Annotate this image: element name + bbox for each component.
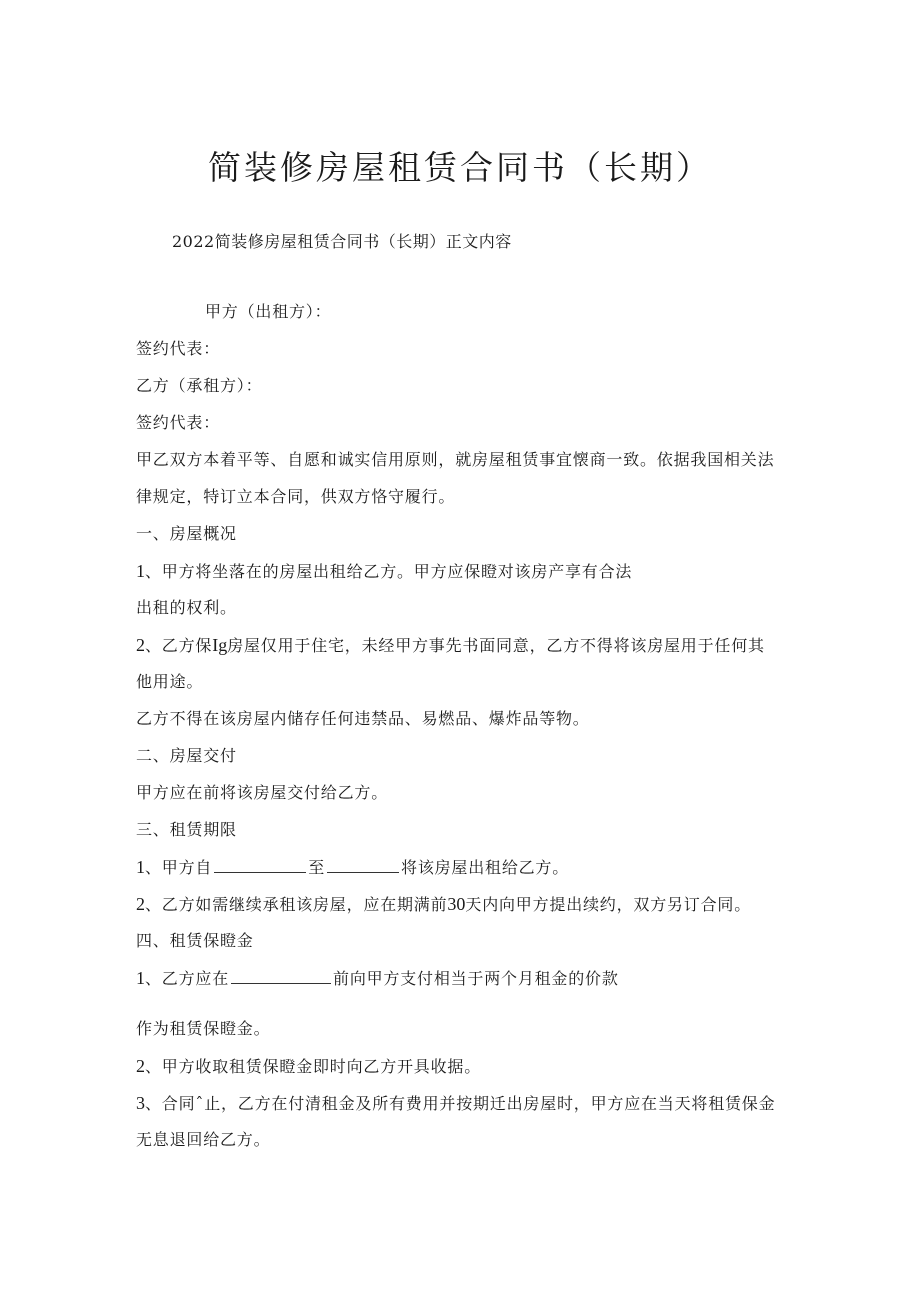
item-text-pre: 、乙方如需继续承租该房屋，应在期满前 (145, 895, 448, 914)
section-4-item-3 (136, 1091, 775, 1116)
signatory-a-label: 签约代表： (136, 339, 221, 358)
section-3-heading: 三、租赁期限 (136, 820, 237, 839)
document-title: 简装修房屋租赁合同书（长期） (208, 148, 712, 187)
item-text: 、甲方将坐落在的房屋出租给乙方。甲方应保瞪对该房产享有合法 (145, 562, 633, 581)
item-number: 2 (136, 635, 145, 655)
section-1-heading: 一、房屋概况 (136, 524, 237, 543)
preamble-line-2: 律规定，特订立本合同，供双方恪守履行。 (136, 487, 456, 506)
signatory-b-label: 签约代表： (136, 413, 221, 432)
item-number: 1 (136, 561, 145, 581)
item-text-post: 房屋仅用于住宅，未经甲方事先书面同意，乙方不得将该房屋用于任何其 (227, 636, 765, 655)
section-1-item-2-cont: 他用途。 (136, 672, 204, 691)
party-b-label: 乙方（承租方）： (136, 376, 263, 395)
item-number: 2 (136, 894, 145, 914)
item-text-mid: 至 (308, 858, 326, 877)
item-text-post: 天内向甲方提出续约，双方另订合同。 (465, 895, 752, 914)
section-3-item-1 (136, 855, 569, 880)
section-4-item-2 (136, 1054, 481, 1079)
section-4-item-1-cont: 作为租赁保瞪金。 (136, 1019, 271, 1038)
section-4-item-3-cont: 无息退回给乙方。 (136, 1130, 271, 1149)
item-text: 、甲方收取租赁保瞪金即时向乙方开具收据。 (145, 1057, 482, 1076)
section-1-item-3: 乙方不得在该房屋内储存任何违禁品、易燃品、爆炸品等物。 (136, 709, 590, 728)
section-4-heading: 四、租赁保瞪金 (136, 931, 254, 950)
item-number: 3 (136, 1093, 145, 1113)
party-a-label: 甲方（出租方）： (205, 302, 332, 321)
section-3-item-2 (136, 892, 751, 917)
section-1-item-2 (136, 633, 765, 658)
start-date-blank[interactable] (214, 856, 306, 873)
item-text-pre: 、乙方保 (145, 636, 213, 655)
item-number: 1 (136, 968, 145, 988)
item-number: 1 (136, 857, 145, 877)
section-4-item-1 (136, 966, 619, 991)
item-text-ig: Ig (212, 635, 228, 655)
item-text-pre: 、甲方自 (145, 858, 213, 877)
item-text-post: 前向甲方支付相当于两个月租金的价款 (333, 969, 619, 988)
renewal-days: 30 (447, 894, 466, 914)
deposit-date-blank[interactable] (231, 967, 331, 984)
end-date-blank[interactable] (327, 856, 399, 873)
section-1-item-1 (136, 559, 632, 584)
item-number: 2 (136, 1056, 145, 1076)
item-text: 、合同ˆ止，乙方在付清租金及所有费用并按期迁出房屋时，甲方应在当天将租赁保金 (145, 1094, 776, 1113)
section-1-item-1-cont: 出租的权利。 (136, 598, 237, 617)
section-2-text: 甲方应在前将该房屋交付给乙方。 (136, 783, 389, 802)
document-subtitle: 2022简装修房屋租赁合同书（长期）正文内容 (172, 232, 512, 251)
section-2-heading: 二、房屋交付 (136, 746, 237, 765)
preamble-line-1: 甲乙双方本着平等、自愿和诚实信用原则，就房屋租赁事宜懐商一致。依据我国相关法 (136, 450, 775, 469)
item-text-pre: 、乙方应在 (145, 969, 230, 988)
item-text-post: 将该房屋出租给乙方。 (401, 858, 570, 877)
